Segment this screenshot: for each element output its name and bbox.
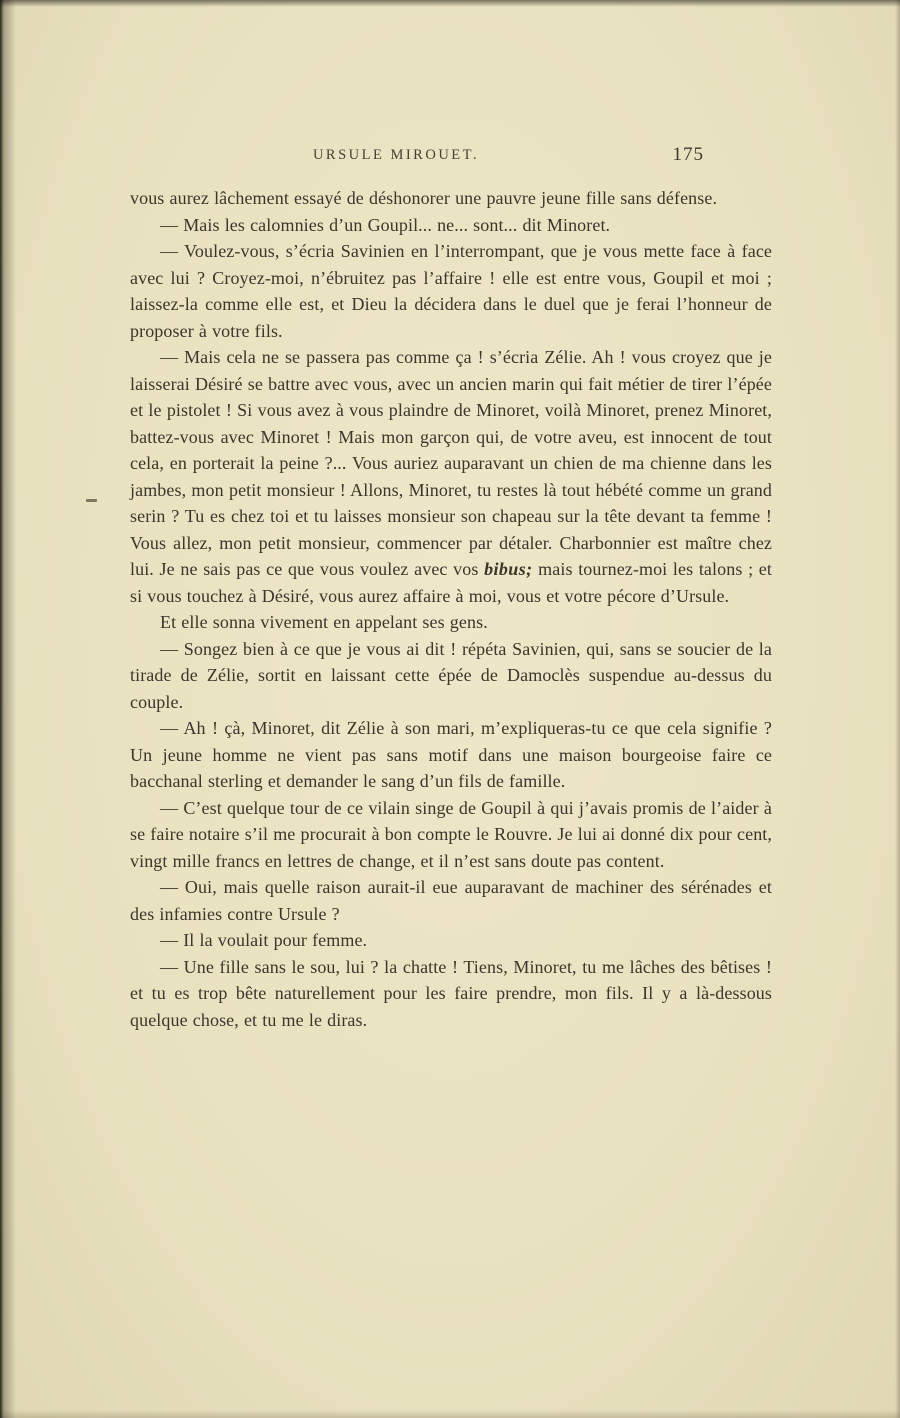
paragraph: vous aurez lâchement essayé de déshonorer une pauvre jeune fille sans défense. [130, 188, 718, 208]
text-run: — Mais cela ne se passera pas comme ça ! s’écria Zélie. Ah ! vous croyez que je laisserai Désiré se battre avec vous, avec un ancien marin qui fait métier de tirer l’épée et le pistolet ! Si vous avez à vous plaindre de Minoret, voilà Minoret, prenez Minoret, battez-vous avec Minoret ! Mais mon garçon qui, de votre aveu, est innocent de tout cela, en porterait la peine ?... Vous auriez auparavant un chien de ma chienne dans les jambes, mon petit monsieur ! Allons, Minoret, tu restes là tout hébété comme un grand serin ? Tu es chez toi et tu laisses monsieur son chapeau sur la tête devant ta femme ! Vous allez, mon petit monsieur, commencer par détaler. Charbonnier est maître chez lui. Je ne sais pas ce que vous voulez avec vos [130, 347, 772, 579]
paragraph: — Oui, mais quelle raison aurait-il eue auparavant de machiner des sérénades et des infamies contre Ursule ? [130, 877, 772, 924]
paragraph [130, 344, 772, 609]
paragraph: — C’est quelque tour de ce vilain singe de Goupil à qui j’avais promis de l’aider à se faire notaire s’il me procurait à bon compte le Rouvre. Je lui ai donné dix pour cent, vingt mille francs en lettres de change, et il n’est sans doute pas content. [130, 797, 772, 871]
paragraph: — Ah ! çà, Minoret, dit Zélie à son mari, m’expliqueras-tu ce que cela signifie ? Un jeune homme ne vient pas sans motif dans une maison bourgeoise faire ce bacchanal sterling et demander le sang d’un fils de famille. [130, 718, 772, 791]
text-run: mais tournez-moi les talons ; et si vous touchez à Désiré, vous aurez affaire à moi, vous et votre pécore d’Ursule. [130, 559, 772, 606]
text-block [130, 144, 772, 1033]
page-body [130, 185, 772, 1033]
scan-mark [86, 499, 97, 502]
paragraph: — Une fille sans le sou, lui ? la chatte ! Tiens, Minoret, tu me lâches des bêtises ! et tu es trop bête naturellement pour les faire prendre, mon fils. Il y a là-dessous quelque chose, et tu me le diras. [130, 956, 772, 1030]
italic-term: bibus; [484, 559, 533, 579]
page-header [130, 144, 772, 173]
paragraph: — Voulez-vous, s’écria Savinien en l’interrompant, que je vous mette face à face avec lui ? Croyez-moi, n’ébruitez pas l’affaire ! elle est entre vous, Goupil et moi ; laissez-la comme elle est, et Dieu la décidera dans le duel que je ferai l’honneur de proposer à votre fils. [130, 241, 772, 341]
paragraph: — Songez bien à ce que je vous ai dit ! répéta Savinien, qui, sans se soucier de la tirade de Zélie, sortit en laissant cette épée de Damoclès suspendue au-dessus du couple. [130, 638, 772, 712]
page-number: 175 [672, 144, 704, 165]
paragraph: — Il la voulait pour femme. [160, 930, 368, 950]
paragraph: Et elle sonna vivement en appelant ses gens. [160, 612, 488, 632]
paragraph: — Mais les calomnies d’un Goupil... ne... sont... dit Minoret. [160, 214, 611, 235]
running-title: URSULE MIROUET. [312, 147, 480, 163]
